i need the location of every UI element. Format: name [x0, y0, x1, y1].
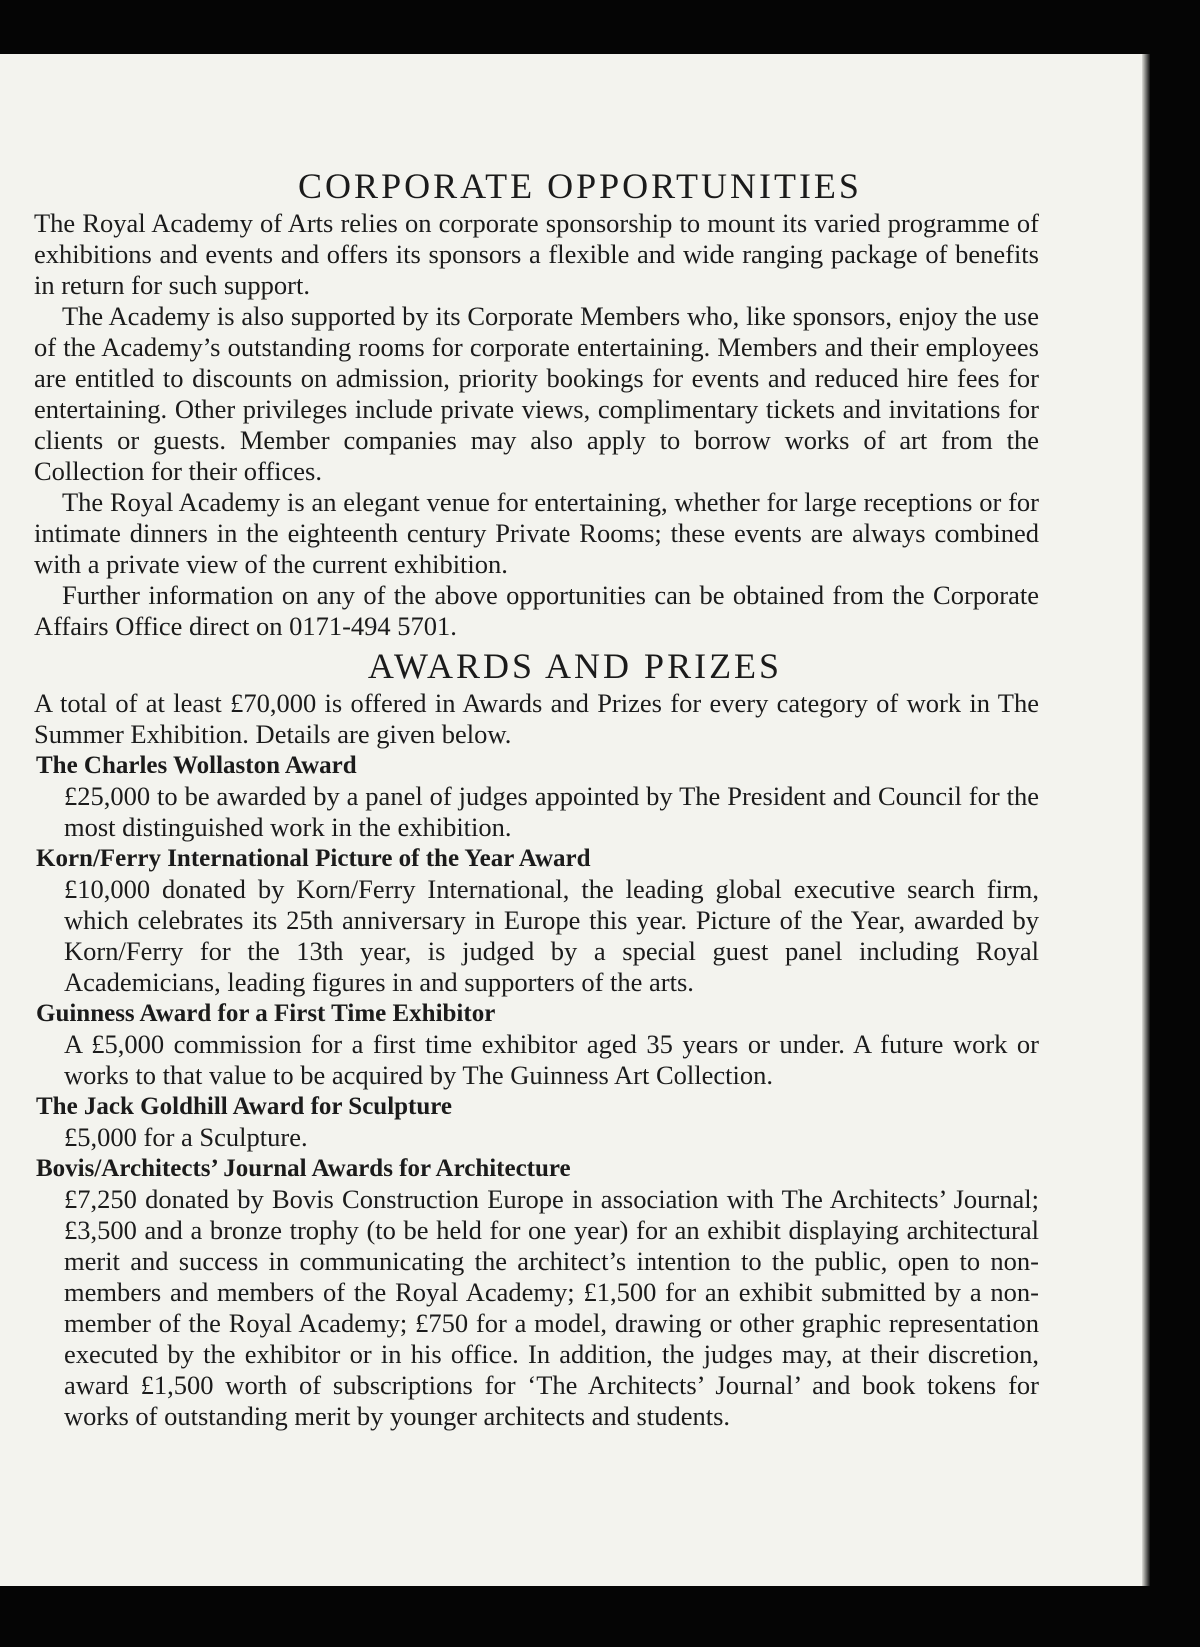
award-description: £25,000 to be awarded by a panel of judges appointed by The President and Council for the most distinguished work in the exhibition. [64, 781, 1039, 842]
award-item [36, 1091, 1041, 1153]
corporate-paragraph: The Royal Academy of Arts relies on corporate sponsorship to mount its varied programme of exhibitions and events and offers its sponsors a flexible and wide ranging package of benefits in return for such support. [34, 208, 1039, 300]
page-edge-shadow [1142, 54, 1150, 1586]
award-description: £5,000 for a Sculpture. [64, 1122, 308, 1152]
award-title: Guinness Award for a First Time Exhibitor [36, 1000, 496, 1027]
award-description: A £5,000 commission for a first time exhibitor aged 35 years or under. A future work or works to that value to be acquired by The Guinness Art Collection. [64, 1029, 1039, 1090]
award-item [36, 843, 1041, 998]
award-title: Korn/Ferry International Picture of the Year Award [36, 845, 591, 872]
corporate-body [34, 208, 1039, 642]
awards-and-prizes-heading: AWARDS AND PRIZES [367, 646, 783, 686]
document-page [0, 54, 1150, 1586]
award-item [36, 998, 1041, 1091]
awards-intro: A total of at least £70,000 is offered in Awards and Prizes for every category of work in The Summer Exhibition. Details are given below. [34, 688, 1039, 749]
corporate-paragraph: The Royal Academy is an elegant venue for entertaining, whether for large receptions or for intimate dinners in the eighteenth century Private Rooms; these events are always combined with a private view of the current exhibition. [34, 487, 1039, 579]
award-description: £10,000 donated by Korn/Ferry International, the leading global executive search firm, which celebrates its 25th anniversary in Europe this year. Picture of the Year, awarded by Korn/Ferry for the 13th year, is judged by a special guest panel including Royal Academicians, leading figures in and supporters of the arts. [64, 874, 1039, 997]
award-title: Bovis/Architects’ Journal Awards for Architecture [36, 1155, 571, 1182]
award-title: The Jack Goldhill Award for Sculpture [36, 1093, 453, 1120]
award-item [36, 750, 1041, 843]
award-item [36, 1153, 1041, 1432]
corporate-opportunities-heading: CORPORATE OPPORTUNITIES [298, 166, 862, 206]
award-title: The Charles Wollaston Award [36, 752, 357, 779]
corporate-paragraph: Further information on any of the above opportunities can be obtained from the Corporate Affairs Office direct on 0171-494 5701. [34, 580, 1039, 641]
award-description: £7,250 donated by Bovis Construction Europe in association with The Architects’ Journal; £3,500 and a bronze trophy (to be held for one year) for an exhibit displaying architectural merit and success in communicating the architect’s intention to the public, open to non-members and members of the Royal Academy; £1,500 for an exhibit submitted by a non-member of the Royal Academy; £750 for a model, drawing or other graphic representation executed by the exhibitor or in his office. In addition, the judges may, at their discretion, award £1,500 worth of subscriptions for ‘The Architects’ Journal’ and book tokens for works of outstanding merit by younger architects and students. [64, 1184, 1039, 1431]
corporate-paragraph: The Academy is also supported by its Corporate Members who, like sponsors, enjoy the use of the Academy’s outstanding rooms for corporate entertaining. Members and their employees are entitled to discounts on admission, priority bookings for events and reduced hire fees for entertaining. Other privileges include private views, complimentary tickets and invitations for clients or guests. Member companies may also apply to borrow works of art from the Collection for their offices. [34, 301, 1039, 486]
